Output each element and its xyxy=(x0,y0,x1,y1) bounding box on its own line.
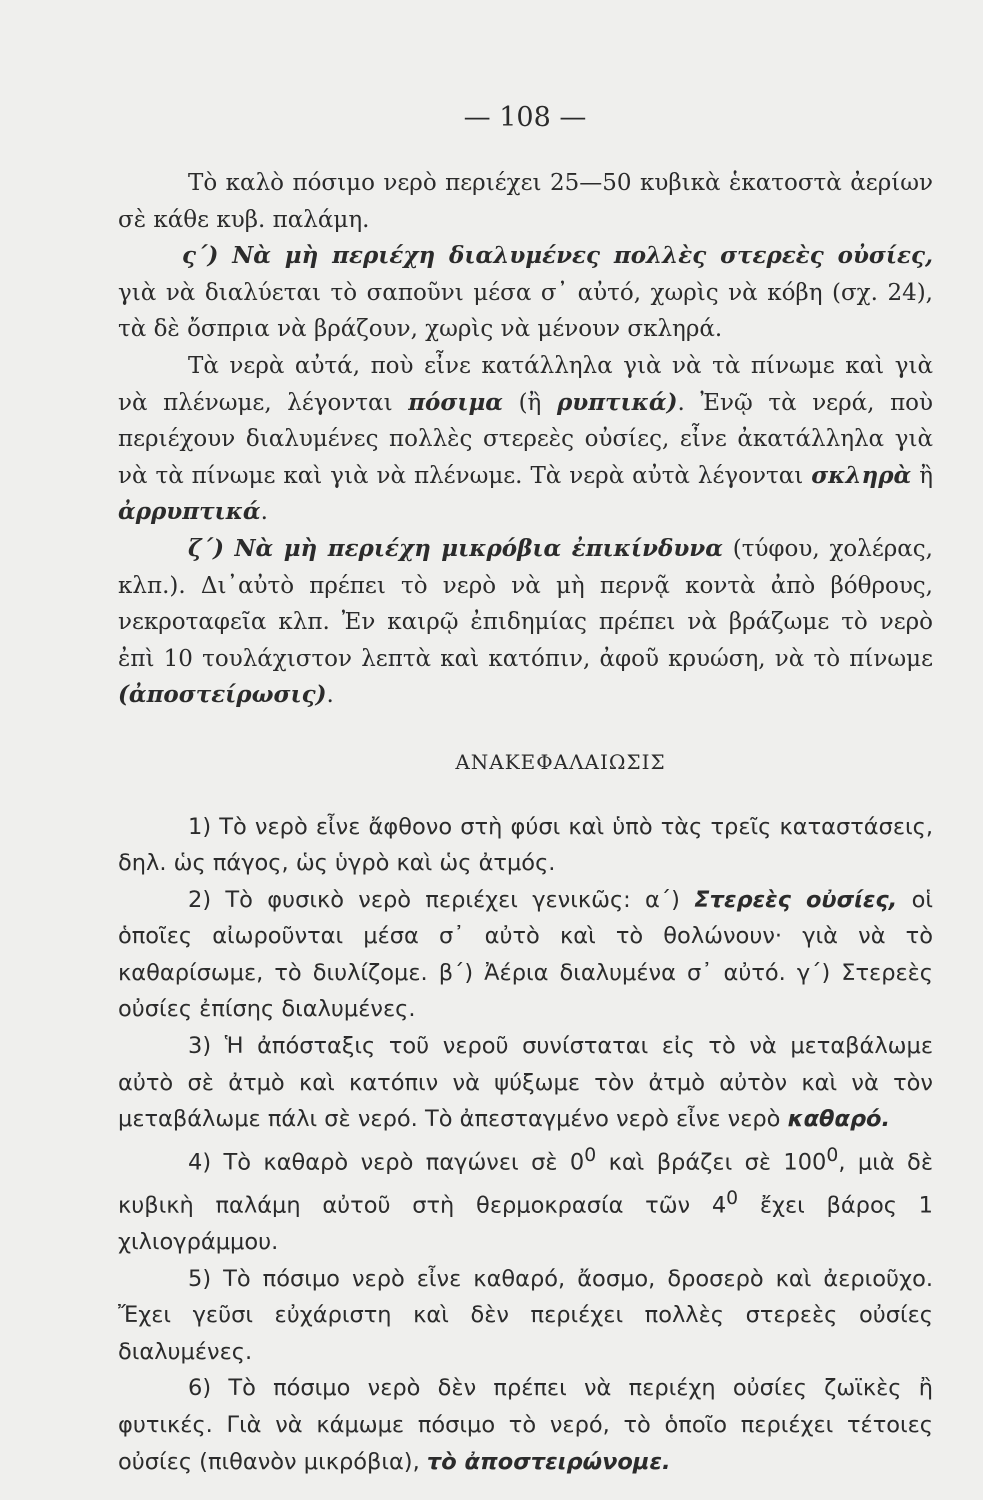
term-pure: καθαρό. xyxy=(787,1106,891,1133)
text-run: ἔχει βάρος 1 χιλιογράμμου. xyxy=(118,1192,933,1256)
summary-item-1: 1) Τὸ νερὸ εἶνε ἄφθονο στὴ φύσι καὶ ὑπὸ τὰς τρεῖς καταστάσεις, δηλ. ὡς πάγος, ὡς ὑγρὸ καὶ ὡς ἀτμός. xyxy=(118,813,933,877)
page-body xyxy=(118,165,933,1480)
term-arryptika: ἀρρυπτικά xyxy=(118,498,261,526)
summary-item-2 xyxy=(118,882,933,1028)
text-run: 2) Τὸ φυσικὸ νερὸ περιέχει γενικῶς: α΄) xyxy=(188,886,695,913)
degree-superscript: 0 xyxy=(726,1187,739,1209)
text-run: ἢ xyxy=(911,462,934,489)
text-run: 6) Τὸ πόσιμο νερὸ δὲν πρέπει νὰ περιέχη οὐσίες ζωϊκὲς ἢ φυτικές. Γιὰ νὰ κάμωμε πόσιμο τὸ νερό, τὸ ὁποῖο περιέχει τέτοιες οὐσίες (πιθανὸν μικρόβια), xyxy=(118,1375,933,1475)
term-sterilize: τὸ ἀποστειρώνομε. xyxy=(426,1448,671,1475)
text-run: 4) Τὸ καθαρὸ νερὸ παγώνει σὲ 0 xyxy=(188,1149,585,1176)
text-run: 3) Ἡ ἀπόσταξις τοῦ νεροῦ συνίσταται εἰς τὸ νὰ μεταβάλωμε αὐτὸ σὲ ἀτμὸ καὶ κατόπιν νὰ ψύξωμε τὸν ἀτμὸ αὐτὸν καὶ νὰ τὸν μεταβάλωμε πάλι σὲ νερό. Τὸ ἀπεσταγμένο νερὸ εἶνε νερὸ xyxy=(118,1033,933,1133)
summary-item-6 xyxy=(118,1370,933,1480)
paragraph-microbes xyxy=(118,531,933,714)
item-text-6: γιὰ νὰ διαλύεται τὸ σαποῦνι μέσα σ᾿ αὐτό, χωρὶς νὰ κόβη (σχ. 24), τὰ δὲ ὄσπρια νὰ βράζουν, χωρὶς νὰ μένουν σκληρά. xyxy=(118,279,933,343)
summary-item-3 xyxy=(118,1028,933,1138)
text-run: Τὰ νερὰ αὐτά, ποὺ εἶνε κατάλληλα γιὰ νὰ τὰ πίνωμε καὶ γιὰ νὰ πλένωμε, λέγονται xyxy=(118,352,933,416)
text-run: . xyxy=(260,499,268,526)
text-run: . xyxy=(326,682,334,709)
term-solid-substances: Στερεὲς οὐσίες, xyxy=(694,886,898,913)
text-run: , μιὰ δὲ κυβικὴ παλάμη αὐτοῦ στὴ θερμοκρασία τῶν 4 xyxy=(118,1149,933,1219)
term-ryptika: ρυπτικά) xyxy=(556,388,678,416)
text-run: οἱ ὁποῖες αἰωροῦνται μέσα σ᾿ αὐτὸ καὶ τὸ θολώνουν· γιὰ νὰ τὸ καθαρίσωμε, τὸ διυλίζομε. β΄) Ἀέρια διαλυμένα σ᾿ αὐτό. γ΄) Στερεὲς οὐσίες ἐπίσης διαλυμένες. xyxy=(118,886,933,1023)
paragraph-dissolved-solids xyxy=(118,238,933,348)
term-sklira: σκληρὰ xyxy=(811,461,912,489)
degree-superscript: 0 xyxy=(584,1144,597,1166)
item-label-7: ζ΄) Νὰ μὴ περιέχη μικρόβια ἐπικίνδυνα xyxy=(188,534,723,562)
item-label-6: ς΄) Νὰ μὴ περιέχη διαλυμένες πολλὲς στερεὲς οὐσίες, xyxy=(182,242,933,270)
summary-list xyxy=(118,809,933,1481)
paragraph-gas-content: Τὸ καλὸ πόσιμο νερὸ περιέχει 25—50 κυβικὰ ἑκατοστὰ ἀερίων σὲ κάθε κυβ. παλάμη. xyxy=(118,170,933,233)
term-posima: πόσιμα xyxy=(408,388,503,416)
text-run: καὶ βράζει σὲ 100 xyxy=(596,1149,827,1176)
degree-superscript: 0 xyxy=(826,1144,839,1166)
text-run: (τύφου, χολέρας, κλπ.). Δι᾿αὐτὸ πρέπει τὸ νερὸ νὰ μὴ περνᾷ κοντὰ ἀπὸ βόθρους, νεκροταφεῖα κλπ. Ἐν καιρῷ ἐπιδημίας πρέπει νὰ βράζωμε τὸ νερὸ ἐπὶ 10 τουλάχιστον λεπτὰ καὶ κατόπιν, ἀφοῦ κρυώση, νὰ τὸ πίνωμε xyxy=(118,535,933,672)
summary-item-4 xyxy=(118,1138,933,1261)
text-run: . Ἐνῷ τὰ νερά, ποὺ περιέχουν διαλυμένες πολλὲς στερεὲς οὐσίες, εἶνε ἀκατάλληλα γιὰ νὰ τὰ πίνωμε καὶ γιὰ νὰ πλένωμε. Τὰ νερὰ αὐτὰ λέγονται xyxy=(118,389,934,489)
term-sterilization: (ἀποστείρωσις) xyxy=(118,681,327,709)
page-number: — 108 — xyxy=(463,102,587,133)
summary-item-5: 5) Τὸ πόσιμο νερὸ εἶνε καθαρό, ἄοσμο, δροσερὸ καὶ ἀεριοῦχο. Ἔχει γεῦσι εὐχάριστη καὶ δὲν περιέχει πολλὲς στερεὲς οὐσίες διαλυμένες. xyxy=(118,1265,933,1365)
section-heading: ΑΝΑΚΕΦΑΛΑΙΩΣΙΣ xyxy=(455,749,666,774)
text-run: (ἢ xyxy=(502,389,557,416)
paragraph-potable-hard xyxy=(118,348,933,531)
